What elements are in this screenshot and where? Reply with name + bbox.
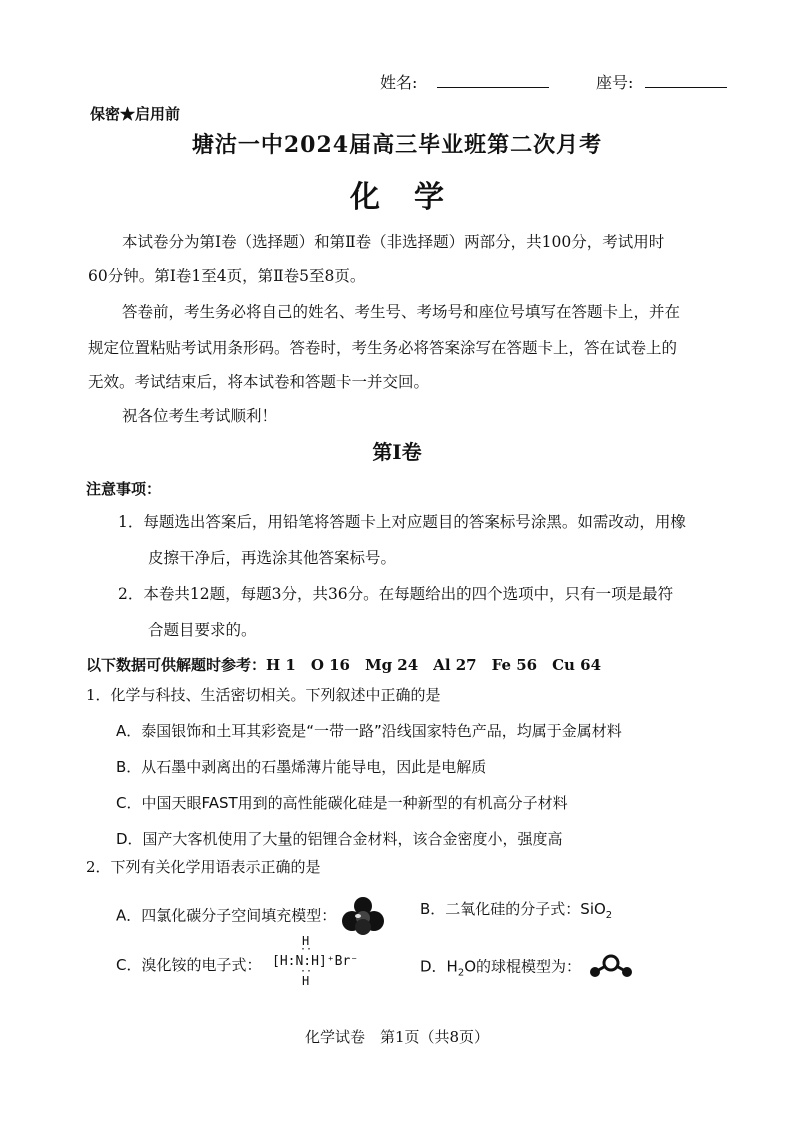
notice2-line2: 合题目要求的。	[148, 621, 257, 639]
q1-option-a[interactable]: A．泰国银饰和土耳其彩瓷是“一带一路”沿线国家特色产品，均属于金属材料	[116, 722, 622, 740]
water-ball-stick-model-icon	[586, 954, 636, 980]
lewis-bottom-dots: ··	[300, 966, 313, 977]
q2-option-d-suffix: O的球棍模型为：	[464, 957, 582, 976]
name-label: 姓名:	[380, 73, 418, 92]
exam-title: 塘沽一中2024届高三毕业班第二次月考	[191, 132, 603, 158]
intro-p3: 祝各位考生考试顺利！	[122, 407, 278, 425]
lewis-top-h: H	[302, 934, 310, 948]
q2-option-a[interactable]	[116, 896, 385, 936]
q2-option-b[interactable]	[420, 898, 612, 921]
lewis-formula-line: [H:N:H]⁺Br⁻	[272, 954, 359, 969]
q2-option-d[interactable]	[420, 954, 636, 980]
seat-field	[596, 70, 727, 93]
subject-title: 化学	[350, 180, 478, 215]
q1-option-b[interactable]: B．从石墨中剥离出的石墨烯薄片能导电，因此是电解质	[116, 758, 487, 776]
seat-label: 座号:	[596, 73, 634, 92]
intro-p2-line2: 规定位置粘贴考试用条形码。答卷时，考生务必将答案涂写在答题卡上，答在试卷上的	[88, 339, 678, 357]
q2-option-a-text: A．四氯化碳分子空间填充模型：	[116, 906, 337, 925]
page-footer: 化学试卷 第1页（共8页）	[304, 1028, 490, 1046]
q1-stem: 1．化学与科技、生活密切相关。下列叙述中正确的是	[86, 686, 441, 704]
intro-p2-line3: 无效。考试结束后，将本试卷和答题卡一并交回。	[88, 373, 430, 391]
q2-option-b-subscript: 2	[605, 910, 613, 921]
notice1-line2: 皮擦干净后，再选涂其他答案标号。	[148, 549, 397, 567]
notice2-line1: 2．本卷共12题，每题3分，共36分。在每题给出的四个选项中，只有一项是最符	[118, 585, 674, 603]
q2-stem: 2．下列有关化学用语表示正确的是	[86, 858, 321, 876]
q2-option-c[interactable]	[116, 954, 261, 975]
intro-p1-line1: 本试卷分为第Ⅰ卷（选择题）和第Ⅱ卷（非选择题）两部分，共100分，考试用时	[122, 233, 665, 251]
seat-blank-line[interactable]	[645, 73, 727, 88]
section-title: 第Ⅰ卷	[372, 440, 422, 464]
q2-option-d-subscript: 2	[457, 967, 465, 979]
q1-option-d[interactable]: D．国产大客机使用了大量的铝锂合金材料，该合金密度小，强度高	[116, 830, 563, 848]
notice-label: 注意事项：	[86, 480, 162, 498]
q2-option-d-prefix: D．H	[420, 957, 458, 976]
name-blank-line[interactable]	[437, 73, 549, 88]
lewis-bottom-h: H	[302, 974, 310, 988]
ccl4-space-filling-model-icon	[341, 896, 385, 936]
q1-option-c[interactable]: C．中国天眼FAST用到的高性能碳化硅是一种新型的有机高分子材料	[116, 794, 568, 812]
intro-p1-line2: 60分钟。第Ⅰ卷1至4页，第Ⅱ卷5至8页。	[88, 267, 366, 285]
intro-p2-line1: 答卷前，考生务必将自己的姓名、考生号、考场号和座位号填写在答题卡上，并在	[122, 303, 681, 321]
notice1-line1: 1．每题选出答案后，用铅笔将答题卡上对应题目的答案标号涂黑。如需改动，用橡	[118, 513, 686, 531]
q2-option-b-text: B．二氧化硅的分子式：SiO	[420, 900, 606, 918]
q2-option-c-text: C．溴化铵的电子式：	[116, 956, 262, 974]
confidential-label: 保密★启用前	[90, 105, 181, 123]
lewis-top-dots: ··	[300, 944, 313, 955]
name-field	[380, 70, 549, 93]
reference-data: 以下数据可供解题时参考：H 1 O 16 Mg 24 Al 27 Fe 56 Cu 64	[86, 656, 602, 674]
